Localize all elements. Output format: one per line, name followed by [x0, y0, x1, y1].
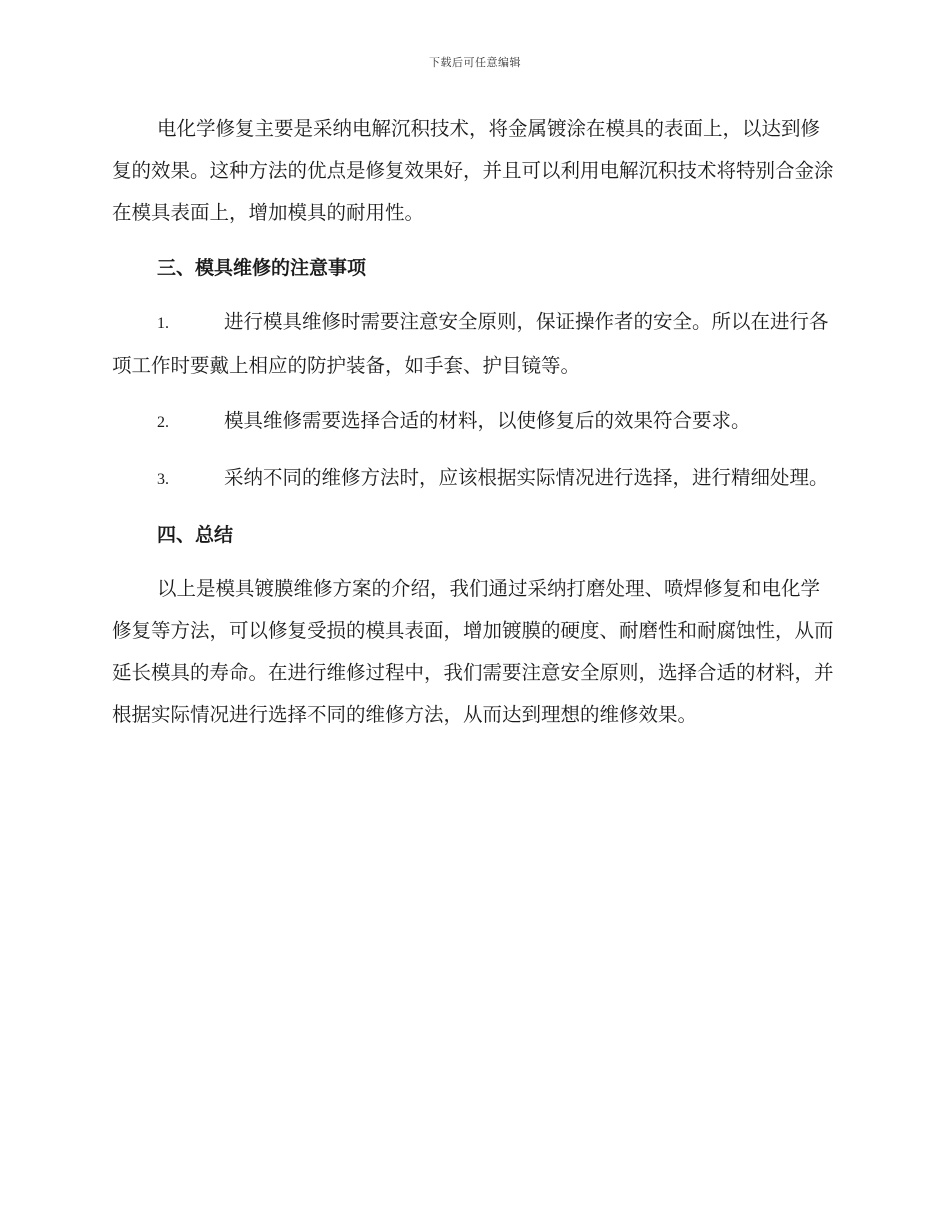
list-item-text: 进行模具维修时需要注意安全原则，保证操作者的安全。所以在进行各项工作时要戴上相应的防护装备，如手套、护目镜等。 [112, 310, 829, 377]
list-item-text: 采纳不同的维修方法时，应该根据实际情况进行选择，进行精细处理。 [224, 466, 829, 489]
list-number: 3. [157, 471, 169, 488]
list-item [112, 400, 834, 444]
page-header: 下载后可任意编辑 [429, 56, 521, 69]
list-number: 2. [157, 414, 169, 431]
list-number: 1. [157, 315, 169, 332]
section-heading-summary: 四、总结 [157, 524, 234, 546]
paragraph-summary: 以上是模具镀膜维修方案的介绍，我们通过采纳打磨处理、喷焊修复和电化学修复等方法，可以修复受损的模具表面，增加镀膜的硬度、耐磨性和耐腐蚀性，从而延长模具的寿命。在进行维修过程中，我们需要注意安全原则，选择合适的材料，并根据实际情况进行选择不同的维修方法，从而达到理想的维修效果。 [112, 577, 834, 726]
section-heading-precautions: 三、模具维修的注意事项 [157, 257, 367, 279]
list-item [112, 457, 834, 501]
document-body [112, 108, 834, 736]
list-item-text: 模具维修需要选择合适的材料，以使修复后的效果符合要求。 [224, 409, 751, 432]
list-item [112, 301, 834, 387]
paragraph-electrochemical-repair: 电化学修复主要是采纳电解沉积技术，将金属镀涂在模具的表面上，以达到修复的效果。这种方法的优点是修复效果好，并且可以利用电解沉积技术将特别合金涂在模具表面上，增加模具的耐用性。 [112, 117, 834, 224]
